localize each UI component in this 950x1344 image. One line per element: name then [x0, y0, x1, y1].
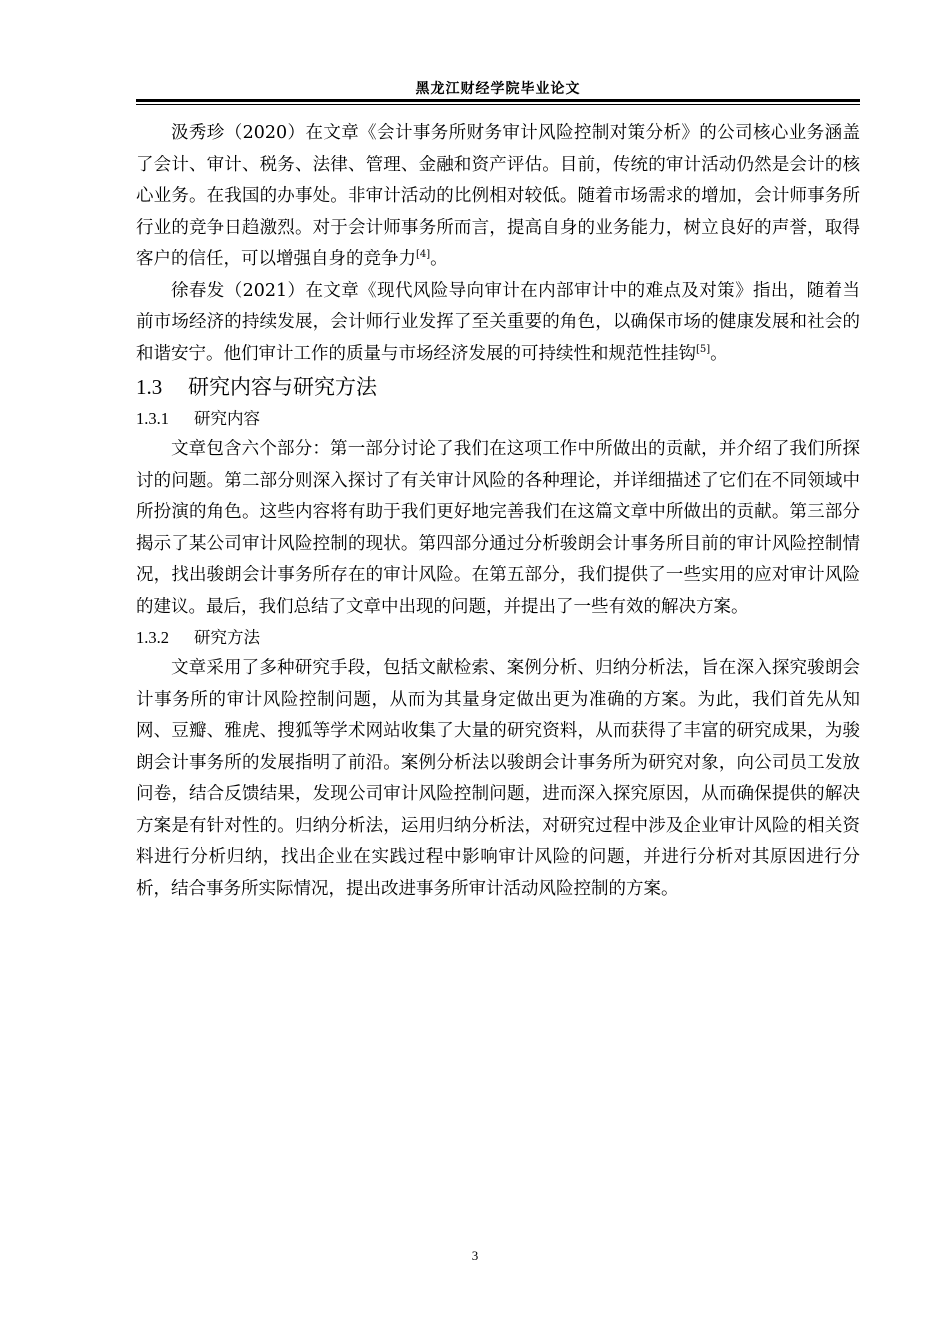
paragraph-2: [136, 276, 860, 371]
section-heading-1-3: [136, 370, 860, 404]
header-rule-thin: [136, 104, 860, 105]
paragraph-1: [136, 118, 860, 276]
paragraph-4: 文章采用了多种研究手段，包括文献检索、案例分析、归纳分析法，旨在深入探究骏朗会计事务所的审计风险控制问题，从而为其量身定做出更为准确的方案。为此，我们首先从知网、豆瓣、雅虎、搜狐等学术网站收集了大量的研究资料，从而获得了丰富的研究成果，为骏朗会计事务所的发展指明了前沿。案例分析法以骏朗会计事务所为研究对象，向公司员工发放问卷，结合反馈结果，发现公司审计风险控制问题，进而深入探究原因，从而确保提供的解决方案是有针对性的。归纳分析法，运用归纳分析法，对研究过程中涉及企业审计风险的相关资料进行分析归纳，找出企业在实践过程中影响审计风险的问题，并进行分析对其原因进行分析，结合事务所实际情况，提出改进事务所审计活动风险控制的方案。: [136, 658, 860, 899]
subsection-number: 1.3.2: [136, 628, 169, 647]
page-number: 3: [471, 1248, 479, 1263]
header-rule-thick: [136, 99, 860, 102]
paragraph-3: 文章包含六个部分：第一部分讨论了我们在这项工作中所做出的贡献，并介绍了我们所探讨的问题。第二部分则深入探讨了有关审计风险的各种理论，并详细描述了它们在不同领域中所扮演的角色。这些内容将有助于我们更好地完善我们在这篇文章中所做出的贡献。第三部分揭示了某公司审计风险控制的现状。第四部分通过分析骏朗会计事务所目前的审计风险控制情况，找出骏朗会计事务所存在的审计风险。在第五部分，我们提供了一些实用的应对审计风险的建议。最后，我们总结了文章中出现的问题，并提出了一些有效的解决方案。: [136, 439, 860, 617]
citation-4: [4]: [416, 249, 431, 261]
page-body: [136, 118, 860, 905]
paragraph-1-text: 汲秀珍（2020）在文章《会计事务所财务审计风险控制对策分析》的公司核心业务涵盖了会计、审计、税务、法律、管理、金融和资产评估。目前，传统的审计活动仍然是会计的核心业务。在我国的办事处。非审计活动的比例相对较低。随着市场需求的增加，会计师事务所行业的竞争日趋激烈。对于会计师事务所而言，提高自身的业务能力，树立良好的声誉，取得客户的信任，可以增强自身的竞争力: [136, 123, 860, 269]
subsection-title: 研究内容: [194, 409, 260, 428]
subsection-title: 研究方法: [194, 628, 260, 647]
section-number: 1.3: [136, 375, 163, 399]
subsection-heading-1-3-1: [136, 404, 860, 434]
paragraph-2-end: 。: [710, 343, 728, 364]
paragraph-2-text: 徐春发（2021）在文章《现代风险导向审计在内部审计中的难点及对策》指出，随着当前市场经济的持续发展，会计师行业发挥了至关重要的角色，以确保市场的健康发展和社会的和谐安宁。他们审计工作的质量与市场经济发展的可持续性和规范性挂钩: [136, 280, 860, 364]
subsection-heading-1-3-2: [136, 623, 860, 653]
citation-5: [5]: [696, 343, 711, 355]
page-header-title: 黑龙江财经学院毕业论文: [415, 81, 581, 97]
section-title: 研究内容与研究方法: [188, 375, 377, 399]
subsection-number: 1.3.1: [136, 409, 169, 428]
paragraph-1-end: 。: [430, 249, 448, 269]
